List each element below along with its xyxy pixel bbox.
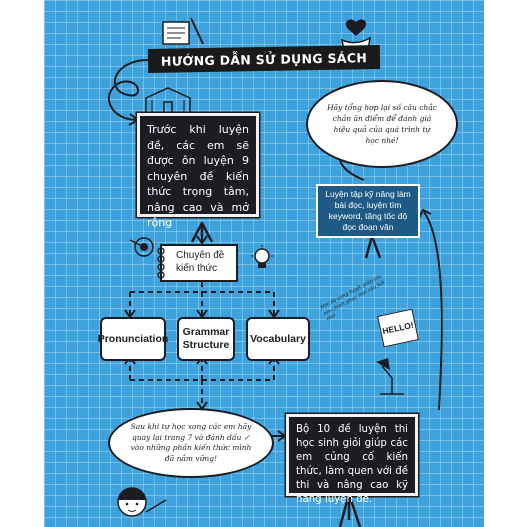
spiral-icon <box>155 244 167 282</box>
side-note: Học từ vựng tuyệt giúp các em chinh phục mọi câu hỏi nhé <box>319 273 386 323</box>
book-page <box>44 0 484 527</box>
bubble-review-text: Hãy tổng hợp lại số câu chắc chắn ăn điểm để đánh giá hiệu quả của quá trình tự học nhé! <box>327 103 437 145</box>
notebook-label: Chuyên đề kiến thức <box>176 250 225 274</box>
exam-board-text: Bộ 10 đề luyện thi học sinh giỏi giúp các em củng cố kiến thức, làm quen với đề thi và nâng cao kỹ năng luyện đề. <box>296 424 408 505</box>
notebook-card <box>160 244 238 282</box>
intro-board <box>137 113 259 229</box>
page-title: HƯỚNG DẪN SỬ DỤNG SÁCH <box>148 45 380 73</box>
bubble-review <box>306 80 458 168</box>
student-girl-icon <box>104 478 174 527</box>
target-icon <box>128 236 156 258</box>
dashed-tree-top <box>130 282 274 316</box>
arrow-exam-sign <box>424 212 442 410</box>
topic-pronunciation: Pronunciation <box>100 317 166 361</box>
skill-sign-text: Luyện tập kỹ năng làm bài đọc, luyện tìm keyword, tăng tốc độ đọc đoạn văn <box>325 189 411 232</box>
sticky-note: HELLO! <box>377 309 419 348</box>
stationery-icon <box>157 14 207 48</box>
intro-board-text: Trước khi luyện đề, các em sẽ được ôn luyện 9 chuyên đề kiến thức trọng tâm, nâng cao và mở rộng <box>147 123 249 229</box>
topic-grammar-structure: Grammar Structure <box>177 317 235 361</box>
skill-sign <box>316 184 420 238</box>
bubble-checklist <box>108 408 274 478</box>
bubble-checklist-text: Sau khi tự học xong các em hãy quay lại trang 7 và đánh dấu ✓ vào những phần kiến thức mình đã nắm vững! <box>130 422 252 463</box>
school-icon <box>142 84 194 116</box>
lightbulb-icon <box>248 244 276 274</box>
easel-sign <box>366 236 380 258</box>
topic-vocabulary: Vocabulary <box>246 317 310 361</box>
lamp-icon <box>374 356 410 396</box>
exam-board <box>286 414 418 505</box>
